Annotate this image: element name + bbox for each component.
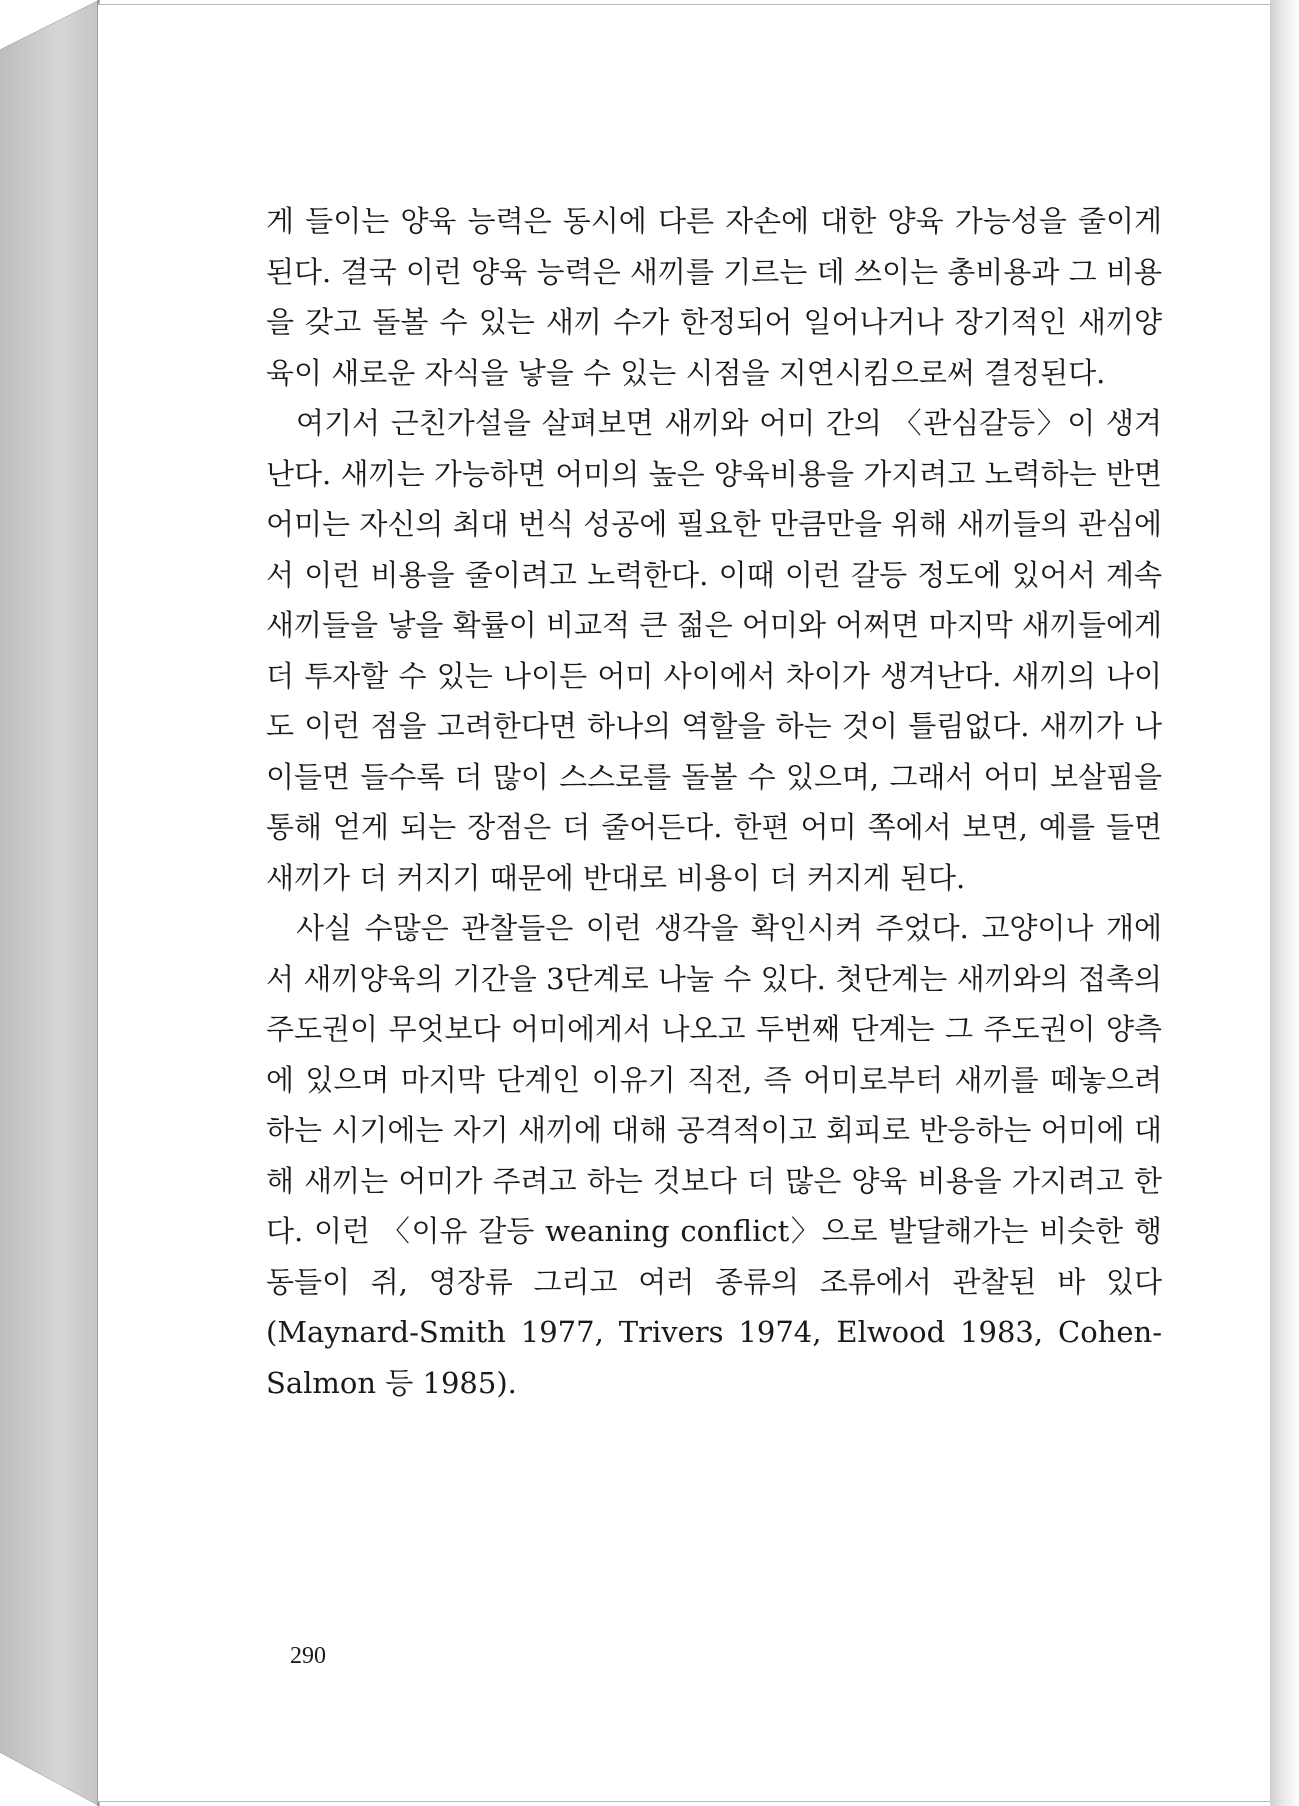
body-text bbox=[266, 196, 1162, 1408]
paragraph-2: 여기서 근친가설을 살펴보면 새끼와 어미 간의 〈관심갈등〉이 생겨난다. 새끼는 가능하면 어미의 높은 양육비용을 가지려고 노력하는 반면 어미는 자신의 최대 번식 성공에 필요한 만큼만을 위해 새끼들의 관심에서 이런 비용을 줄이려고 노력한다. 이때 이런 갈등 정도에 있어서 계속 새끼들을 낳을 확률이 비교적 큰 젊은 어미와 어쩌면 마지막 새끼들에게 더 투자할 수 있는 나이든 어미 사이에서 차이가 생겨난다. 새끼의 나이도 이런 점을 고려한다면 하나의 역할을 하는 것이 틀림없다. 새끼가 나이들면 들수록 더 많이 스스로를 돌볼 수 있으며, 그래서 어미 보살핌을 통해 얻게 되는 장점은 더 줄어든다. 한편 어미 쪽에서 보면, 예를 들면 새끼가 더 커지기 때문에 반대로 비용이 더 커지게 된다. bbox=[266, 406, 1162, 895]
page-edge-shadow bbox=[1270, 0, 1299, 1806]
paragraph-1: 게 들이는 양육 능력은 동시에 다른 자손에 대한 양육 가능성을 줄이게 된다. 결국 이런 양육 능력은 새끼를 기르는 데 쓰이는 총비용과 그 비용을 갖고 돌볼 수 있는 새끼 수가 한정되어 일어나거나 장기적인 새끼양육이 새로운 자식을 낳을 수 있는 시점을 지연시킴으로써 결정된다. bbox=[266, 204, 1162, 390]
paragraph-3: 사실 수많은 관찰들은 이런 생각을 확인시켜 주었다. 고양이나 개에서 새끼양육의 기간을 3단계로 나눌 수 있다. 첫단계는 새끼와의 접촉의 주도권이 무엇보다 어미에게서 나오고 두번째 단계는 그 주도권이 양측에 있으며 마지막 단계인 이유기 직전, 즉 어미로부터 새끼를 떼놓으려 하는 시기에는 자기 새끼에 대해 공격적이고 회피로 반응하는 어미에 대해 새끼는 어미가 주려고 하는 것보다 더 많은 양육 비용을 가지려고 한다. 이런 〈이유 갈등 weaning conflict〉으로 발달해가는 비슷한 행동들이 쥐, 영장류 그리고 여러 종류의 조류에서 관찰된 바 있다(Maynard-Smith 1977, Trivers 1974, Elwood 1983, Cohen-Salmon 등 1985). bbox=[266, 911, 1162, 1400]
book-spine-side bbox=[0, 0, 100, 1806]
page-number: 290 bbox=[290, 1643, 326, 1669]
